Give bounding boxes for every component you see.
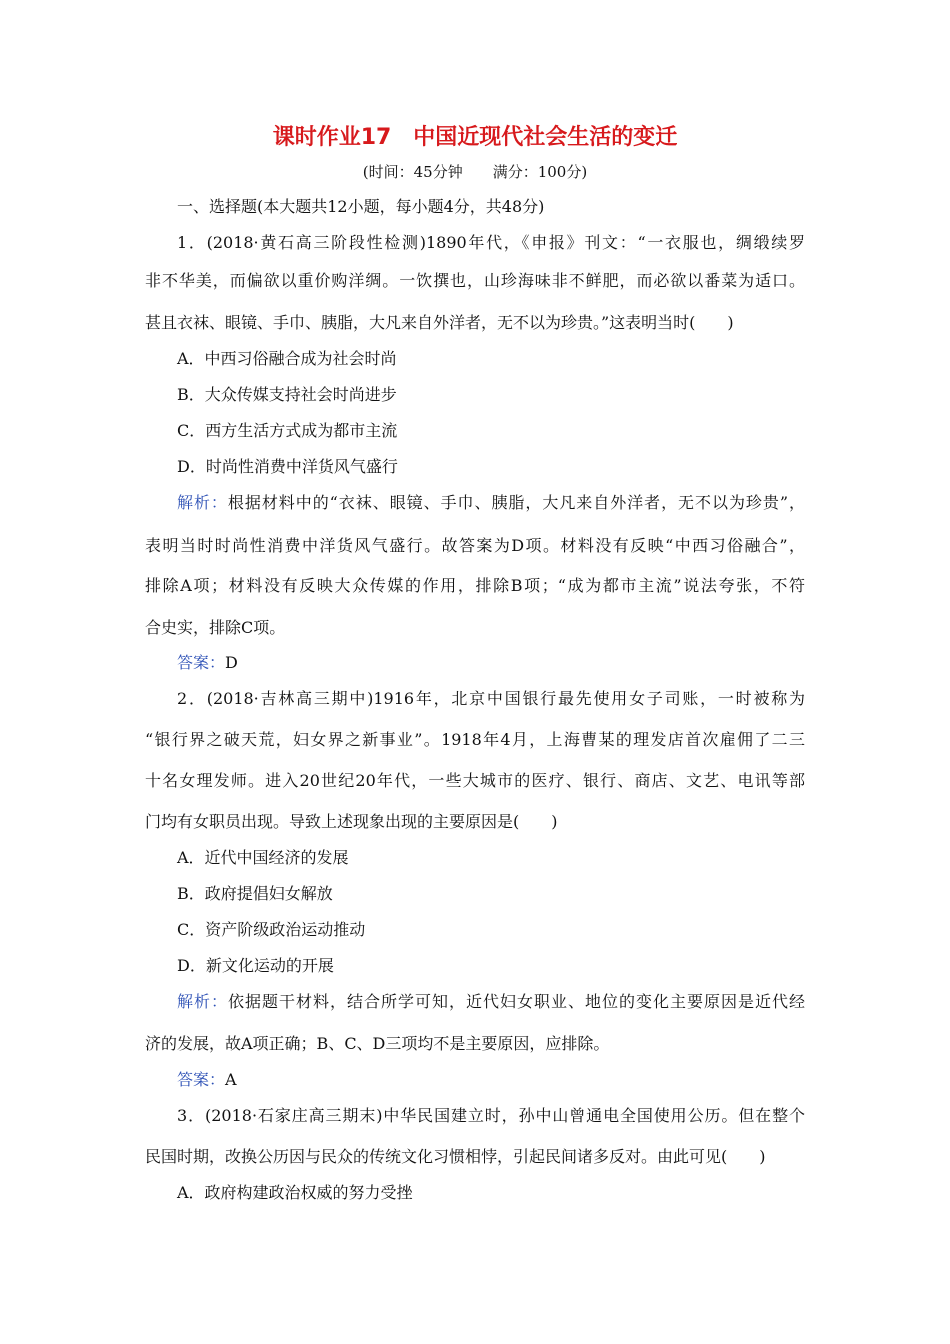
answer-label: 答案： [177, 1070, 226, 1089]
question-2-stem-line-2: “银行界之破天荒，妇女界之新事业”。1918年4月，上海曹某的理发店首次雇佣了二三 [145, 730, 805, 749]
question-2-stem-line-3: 十名女理发师。进入20世纪20年代，一些大城市的医疗、银行、商店、文艺、电讯等部 [145, 771, 805, 790]
question-2-stem-line-4: 门均有女职员出现。导致上述现象出现的主要原因是( ) [145, 812, 558, 831]
time-score-info: (时间：45分钟 满分：100分) [362, 163, 588, 181]
question-1-option-b: B．大众传媒支持社会时尚进步 [177, 385, 397, 404]
analysis-label: 解析： [177, 992, 228, 1011]
question-1-stem-line-3: 甚且衣袜、眼镜、手巾、胰脂，大凡来自外洋者，无不以为珍贵。”这表明当时( ) [145, 313, 734, 332]
question-1-stem-line-1: 1．(2018·黄石高三阶段性检测)1890年代，《申报》刊文：“一衣服也，绸缎续罗 [177, 233, 805, 252]
question-2-stem-line-1: 2．(2018·吉林高三期中)1916年，北京中国银行最先使用女子司账，一时被称为 [177, 689, 805, 708]
question-1-stem-line-2: 非不华美，而偏欲以重价购洋绸。一饮撰也，山珍海味非不鲜肥，而必欲以番菜为适口。 [145, 271, 805, 290]
question-3-stem-line-1: 3．(2018·石家庄高三期末)中华民国建立时，孙中山曾通电全国使用公历。但在整个 [177, 1106, 805, 1125]
question-2-answer: 答案：A [177, 1070, 237, 1089]
question-2-analysis-line-2: 济的发展，故A项正确；B、C、D三项均不是主要原因，应排除。 [145, 1034, 610, 1053]
page-title: 课时作业17 中国近现代社会生活的变迁 [272, 125, 678, 150]
question-1-analysis-line-1: 解析：根据材料中的“衣袜、眼镜、手巾、胰脂，大凡来自外洋者，无不以为珍贵”， [177, 493, 805, 512]
question-2-option-a: A．近代中国经济的发展 [177, 848, 349, 867]
question-1-answer: 答案：D [177, 653, 238, 672]
answer-label: 答案： [177, 653, 226, 672]
question-2-option-b: B．政府提倡妇女解放 [177, 884, 333, 903]
question-1-option-c: C．西方生活方式成为都市主流 [177, 421, 398, 440]
question-1-analysis-line-4: 合史实，排除C项。 [145, 618, 286, 637]
question-2-option-c: C．资产阶级政治运动推动 [177, 920, 366, 939]
question-1-analysis-line-2: 表明当时时尚性消费中洋货风气盛行。故答案为D项。材料没有反映“中西习俗融合”， [145, 536, 805, 555]
analysis-label: 解析： [177, 493, 228, 512]
question-1-option-d: D．时尚性消费中洋货风气盛行 [177, 457, 398, 476]
question-3-stem-line-2: 民国时期，改换公历因与民众的传统文化习惯相悖，引起民间诸多反对。由此可见( ) [145, 1147, 766, 1166]
question-3-option-a: A．政府构建政治权威的努力受挫 [177, 1183, 413, 1202]
section-heading: 一、选择题(本大题共12小题，每小题4分，共48分) [177, 197, 545, 216]
question-2-analysis-line-1: 解析：依据题干材料，结合所学可知，近代妇女职业、地位的变化主要原因是近代经 [177, 992, 805, 1011]
question-1-option-a: A．中西习俗融合成为社会时尚 [177, 349, 397, 368]
question-2-option-d: D．新文化运动的开展 [177, 956, 334, 975]
question-1-analysis-line-3: 排除A项；材料没有反映大众传媒的作用，排除B项；“成为都市主流”说法夸张，不符 [145, 576, 805, 595]
